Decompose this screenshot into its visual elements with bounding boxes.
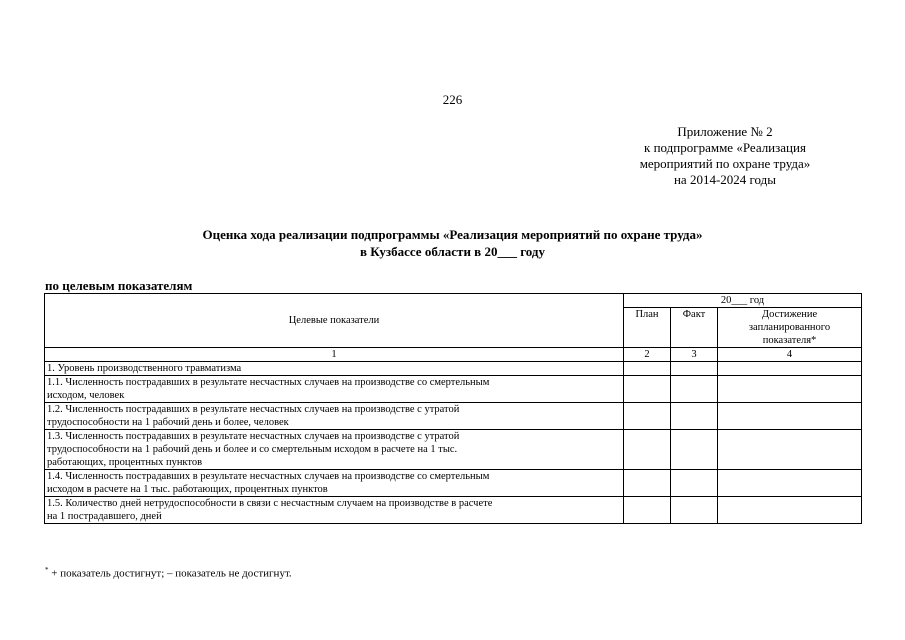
col-number: 1 [45,348,624,362]
indicator-line: исходом, человек [47,390,125,401]
header-plan: План [624,308,671,348]
appendix-line: к подпрограмме «Реализация [644,140,806,155]
plan-cell[interactable] [624,470,671,497]
indicator-cell [45,497,624,524]
header-fact: Факт [671,308,718,348]
indicator-cell [45,430,624,470]
appendix-line: Приложение № 2 [677,124,773,139]
achievement-cell[interactable] [718,403,862,430]
footnote-mark: * [45,566,49,574]
indicator-cell [45,362,624,376]
footnote [45,566,292,580]
indicator-cell [45,403,624,430]
indicator-line: 1.2. Численность пострадавших в результате несчастных случаев на производстве с утратой [47,404,460,415]
table-row [45,376,862,403]
indicator-cell [45,376,624,403]
fact-cell[interactable] [671,497,718,524]
indicator-cell [45,470,624,497]
table-row [45,470,862,497]
appendix-line: мероприятий по охране труда» [639,156,811,171]
section-title: по целевым показателям [45,278,193,293]
table-row [45,430,862,470]
header-achievement-line: Достижение [761,309,818,320]
col-number: 3 [671,348,718,362]
fact-cell[interactable] [671,470,718,497]
header-achievement-line: показателя* [762,335,817,346]
plan-cell[interactable] [624,376,671,403]
plan-cell[interactable] [624,403,671,430]
fact-cell[interactable] [671,430,718,470]
plan-cell[interactable] [624,362,671,376]
title-line-2: в Кузбассе области в 20___ году [360,244,545,259]
indicator-line: трудоспособности на 1 рабочий день и более и со смертельным исходом в расчете на 1 тыс. [47,444,458,455]
appendix-line: на 2014-2024 годы [673,172,777,187]
appendix-note [615,124,835,188]
column-numbers-row [45,348,862,362]
indicator-line: 1.1. Численность пострадавших в результате несчастных случаев на производстве со смертельным [47,377,490,388]
footnote-text: + показатель достигнут; – показатель не достигнут. [48,567,292,580]
indicator-line: 1.4. Численность пострадавших в результате несчастных случаев на производстве со смертельным [47,471,490,482]
achievement-cell[interactable] [718,470,862,497]
table-row [45,497,862,524]
achievement-cell[interactable] [718,376,862,403]
header-indicators: Целевые показатели [45,294,624,348]
title-line-1: Оценка хода реализации подпрограммы «Реализация мероприятий по охране труда» [202,227,703,242]
fact-cell[interactable] [671,376,718,403]
col-number: 4 [718,348,862,362]
col-number: 2 [624,348,671,362]
table-row [45,362,862,376]
header-achievement [718,308,862,348]
document-title [0,226,905,260]
fact-cell[interactable] [671,362,718,376]
indicator-line: трудоспособности на 1 рабочий день и более, человек [47,417,289,428]
indicator-line: работающих, процентных пунктов [47,457,203,468]
indicator-line: 1.3. Численность пострадавших в результате несчастных случаев на производстве с утратой [47,431,460,442]
indicator-line: исходом в расчете на 1 тыс. работающих, процентных пунктов [47,484,328,495]
page-number: 226 [442,92,463,107]
fact-cell[interactable] [671,403,718,430]
header-year: 20___ год [624,294,862,308]
achievement-cell[interactable] [718,430,862,470]
header-row [45,294,862,308]
indicators-table [44,293,862,524]
achievement-cell[interactable] [718,497,862,524]
indicator-line: 1.5. Количество дней нетрудоспособности в связи с несчастным случаем на производстве в расчете [47,498,493,509]
achievement-cell[interactable] [718,362,862,376]
plan-cell[interactable] [624,430,671,470]
indicator-line: на 1 пострадавшего, дней [47,511,162,522]
indicator-line: 1. Уровень производственного травматизма [47,363,242,374]
table-row [45,403,862,430]
plan-cell[interactable] [624,497,671,524]
header-achievement-line: запланированного [748,322,831,333]
